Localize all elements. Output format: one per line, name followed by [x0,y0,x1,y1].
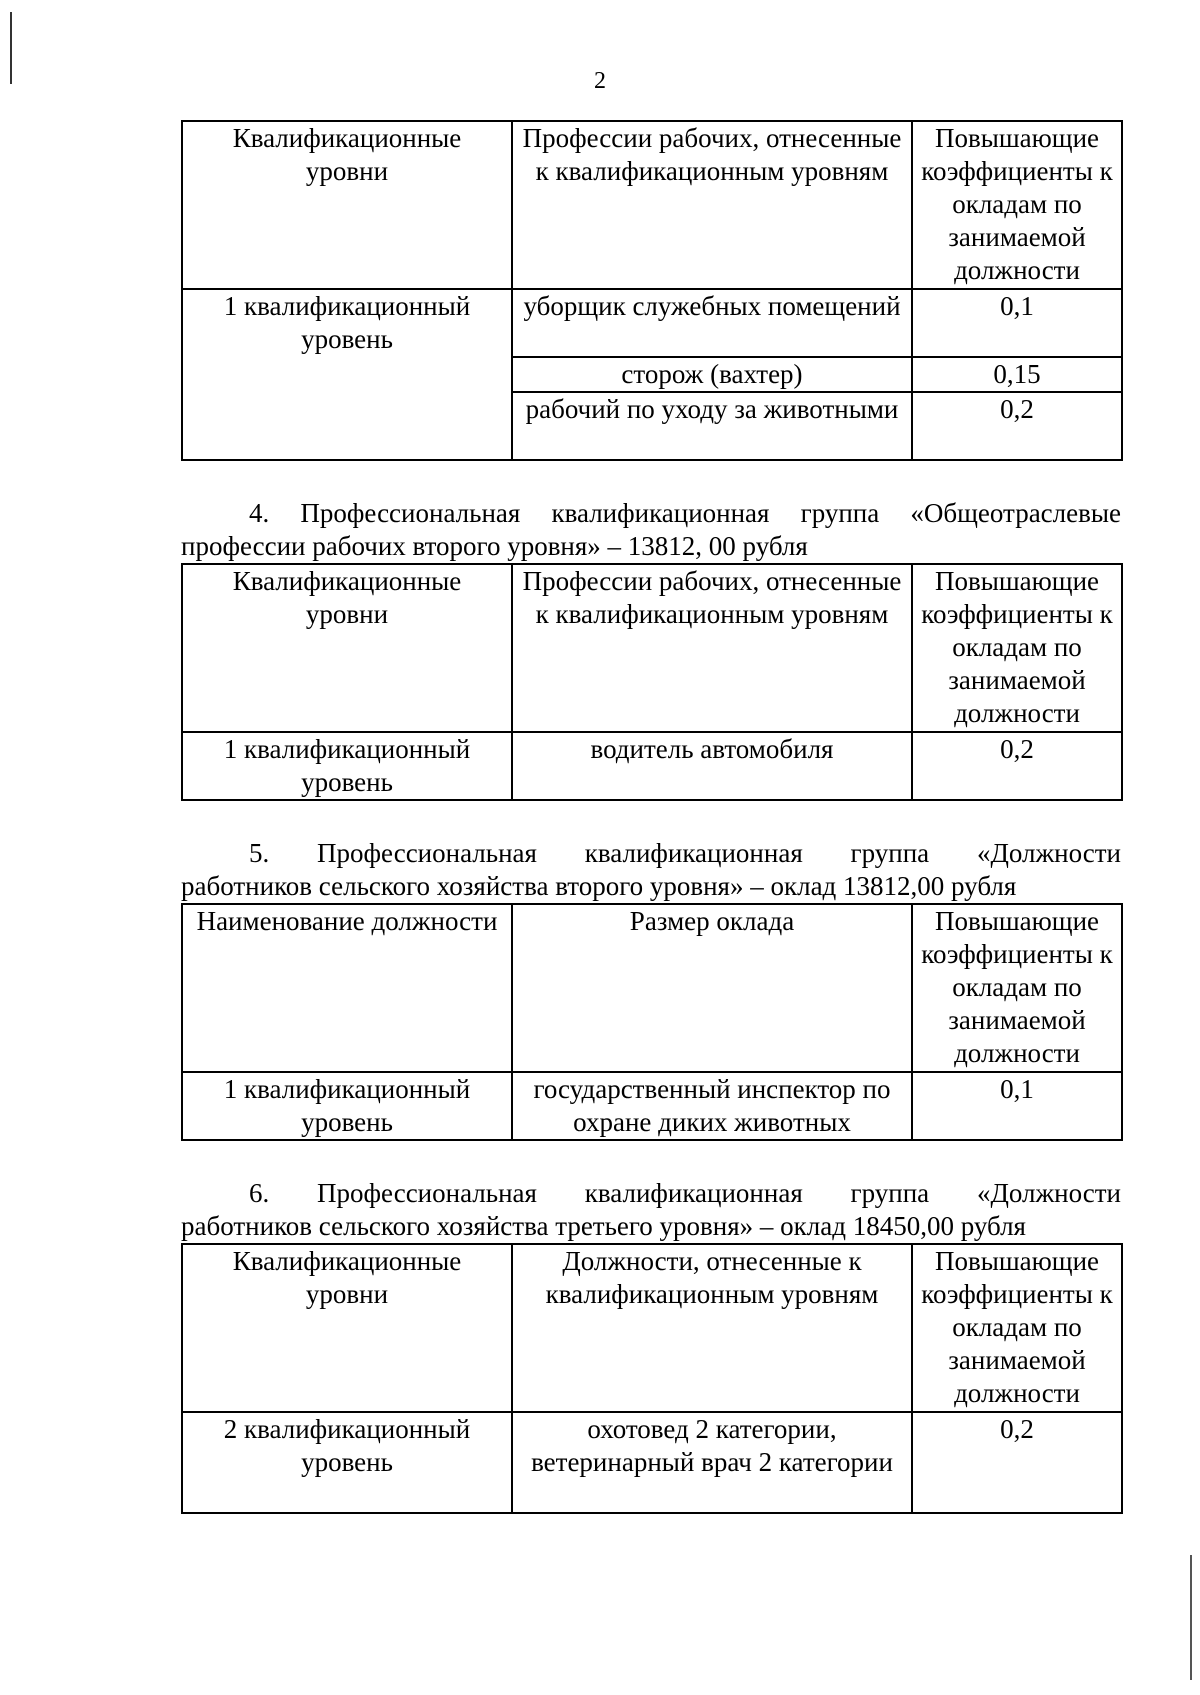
profession-cell: сторож (вахтер) [512,357,912,392]
header-cell: Наименование должности [182,904,512,1072]
table-row [182,732,1122,800]
level-cell: 1 квалификационный уровень [182,289,512,460]
header-cell: Размер оклада [512,904,912,1072]
table-header-row [182,564,1122,732]
table-header-row [182,1244,1122,1412]
table-header-row [182,904,1122,1072]
coefficient-cell: 0,2 [912,1412,1122,1513]
section-title-5: 5. Профессиональная квалификационная группа «Должности работников сельского хозяйства второго уровня» – оклад 13812,00 рубля [181,838,1121,901]
coefficient-cell: 0,1 [912,1072,1122,1140]
qualification-table-5 [181,903,1123,1141]
header-cell: Квалификационные уровни [182,121,512,289]
scan-margin-line [1190,1555,1192,1680]
profession-cell: рабочий по уходу за животными [512,392,912,460]
coefficient-cell: 0,2 [912,732,1122,800]
header-cell: Должности, отнесенные к квалификационным уровням [512,1244,912,1412]
document-body [181,120,1121,1514]
profession-cell: водитель автомобиля [512,732,912,800]
qualification-table-6 [181,1243,1123,1514]
header-cell: Повышающие коэффициенты к окладам по занимаемой должности [912,564,1122,732]
section-title-6: 6. Профессиональная квалификационная группа «Должности работников сельского хозяйства третьего уровня» – оклад 18450,00 рубля [181,1178,1121,1241]
header-cell: Профессии рабочих, отнесенные к квалификационным уровням [512,121,912,289]
table-header-row [182,121,1122,289]
coefficient-cell: 0,1 [912,289,1122,357]
profession-cell: охотовед 2 категории, ветеринарный врач 2 категории [512,1412,912,1513]
header-cell: Повышающие коэффициенты к окладам по занимаемой должности [912,904,1122,1072]
header-cell: Квалификационные уровни [182,1244,512,1412]
table-row [182,289,1122,357]
header-cell: Профессии рабочих, отнесенные к квалификационным уровням [512,564,912,732]
header-cell: Квалификационные уровни [182,564,512,732]
table-row [182,1412,1122,1513]
qualification-table-1 [181,120,1123,461]
page-number: 2 [594,68,606,94]
table-row [182,1072,1122,1140]
header-cell: Повышающие коэффициенты к окладам по занимаемой должности [912,1244,1122,1412]
header-cell: Повышающие коэффициенты к окладам по занимаемой должности [912,121,1122,289]
profession-cell: государственный инспектор по охране диких животных [512,1072,912,1140]
level-cell: 2 квалификационный уровень [182,1412,512,1513]
coefficient-cell: 0,2 [912,392,1122,460]
section-title-4: 4. Профессиональная квалификационная группа «Общеотраслевые профессии рабочих второго уровня» – 13812, 00 рубля [181,498,1121,561]
qualification-table-4 [181,563,1123,801]
level-cell: 1 квалификационный уровень [182,732,512,800]
level-cell: 1 квалификационный уровень [182,1072,512,1140]
profession-cell: уборщик служебных помещений [512,289,912,357]
coefficient-cell: 0,15 [912,357,1122,392]
